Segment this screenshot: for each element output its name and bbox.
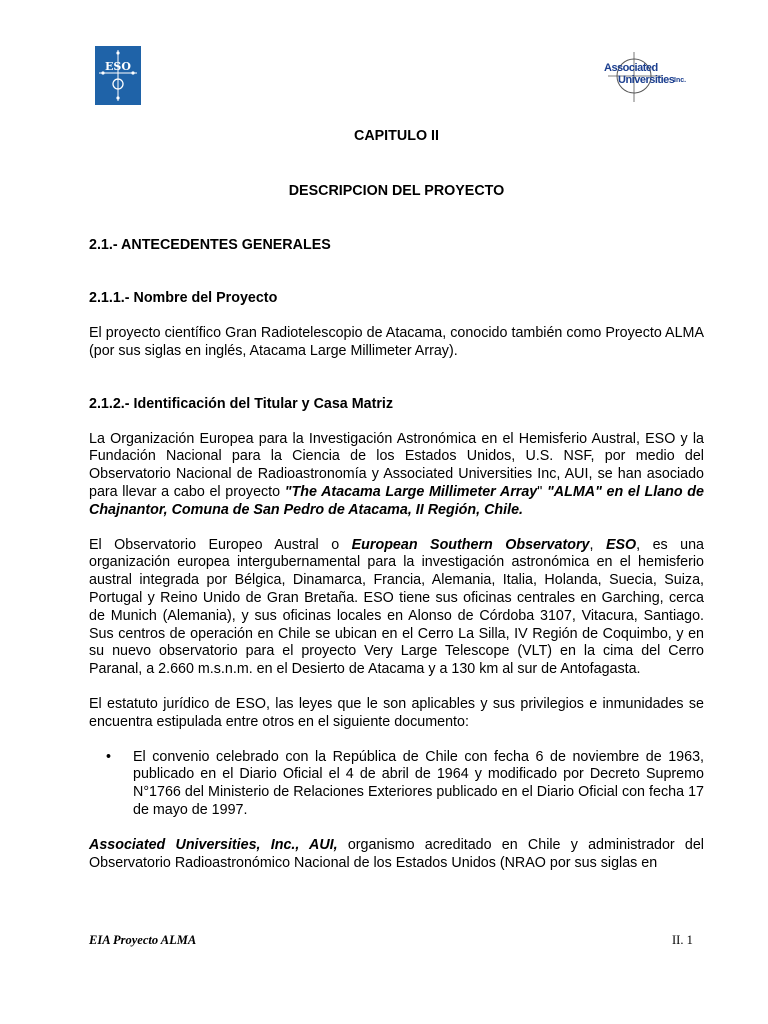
paragraph-estatuto: El estatuto jurídico de ESO, las leyes que le son aplicables y sus privilegios e inmunidades se encuentra estipulada entre otros en el siguiente documento: [89, 695, 704, 730]
document-body [89, 128, 704, 872]
list-item-text: El convenio celebrado con la República de Chile con fecha 6 de noviembre de 1963, publicado en el Diario Oficial el 4 de abril de 1964 y modificado por Decreto Supremo N°1766 del Ministerio de Relaciones Exteriores publicado en el Diario Oficial con fecha 17 de mayo de 1997. [133, 748, 704, 818]
text-run: El Observatorio Europeo Austral o [89, 536, 352, 553]
aui-logo-inc: Inc. [674, 77, 687, 84]
aui-logo-word1: Associated [604, 62, 658, 74]
text-run: , es una organización europea intergubernamental para la investigación astronómica en el hemisferio austral integrada por Bélgica, Dinamarca, Francia, Alemania, Italia, Holanda, Suecia, Suiza, Portugal y Reino Unido de Gran Bretaña. ESO tiene sus oficinas centrales en Garching, cerca de Munich (Alemania), y sus oficinas locales en Alonso de Córdoba 3107, Vitacura, Santiago. Sus centros de operación en Chile se ubican en el Cerro La Silla, IV Región de Coquimbo, y en su nuevo observatorio para el proyecto Very Large Telescope (VLT) en la cima del Cerro Paranal, a 2.660 m.s.n.m. en el Desierto de Atacama y a 130 km al sur de Antofagasta. [89, 536, 705, 678]
aui-logo [600, 48, 692, 104]
section-heading-2-1: 2.1.- ANTECEDENTES GENERALES [89, 236, 331, 253]
paragraph-eso [89, 537, 704, 679]
aui-logo-word2: Universities [618, 74, 675, 86]
text-run: , [589, 536, 606, 553]
paragraph-titular [89, 431, 704, 520]
text-run-bold-italic: Associated Universities, Inc., AUI, [89, 836, 338, 853]
list-item [106, 748, 704, 820]
eso-logo-text: ESO [105, 60, 131, 73]
bullet-list [89, 749, 704, 820]
section-heading-2-1-1: 2.1.1.- Nombre del Proyecto [89, 290, 278, 307]
footer-title: EIA Proyecto ALMA [89, 933, 197, 947]
text-run-bold-italic: "The Atacama Large Millimeter Array [284, 483, 538, 500]
bullet-icon: • [106, 748, 112, 765]
paragraph-project-name: El proyecto científico Gran Radiotelescopio de Atacama, conocido también como Proyecto ALMA (por sus siglas en inglés, Atacama Large Millimeter Array). [89, 325, 704, 359]
text-run-bold: "ALMA" en el Llano de Chajnantor, Comuna de San Pedro de Atacama, II Región, Chile. [89, 483, 704, 518]
text-run-bold-italic: ESO [605, 536, 637, 553]
text-run: organismo acreditado en Chile y administrador del Observatorio Radioastronómico Nacional de los Estados Unidos (NRAO por sus siglas en [89, 836, 704, 871]
page-number: II. 1 [672, 933, 693, 947]
eso-logo [95, 46, 141, 105]
text-run-bold-italic: European Southern Observatory [351, 536, 590, 553]
chapter-title: CAPITULO II [354, 128, 439, 144]
paragraph-aui [89, 837, 704, 873]
section-heading-2-1-2: 2.1.2.- Identificación del Titular y Casa Matriz [89, 395, 394, 412]
chapter-subtitle: DESCRIPCION DEL PROYECTO [288, 182, 505, 199]
text-run: La Organización Europea para la Investigación Astronómica en el Hemisferio Austral, ESO y la Fundación Nacional para la Ciencia de los Estados Unidos, U.S. NSF, por medio del Observatorio Nacional de Radioastronomía y Associated Universities Inc, AUI, se han asociado para llevar a cabo el proyecto [89, 430, 704, 500]
text-run: " [537, 483, 548, 500]
